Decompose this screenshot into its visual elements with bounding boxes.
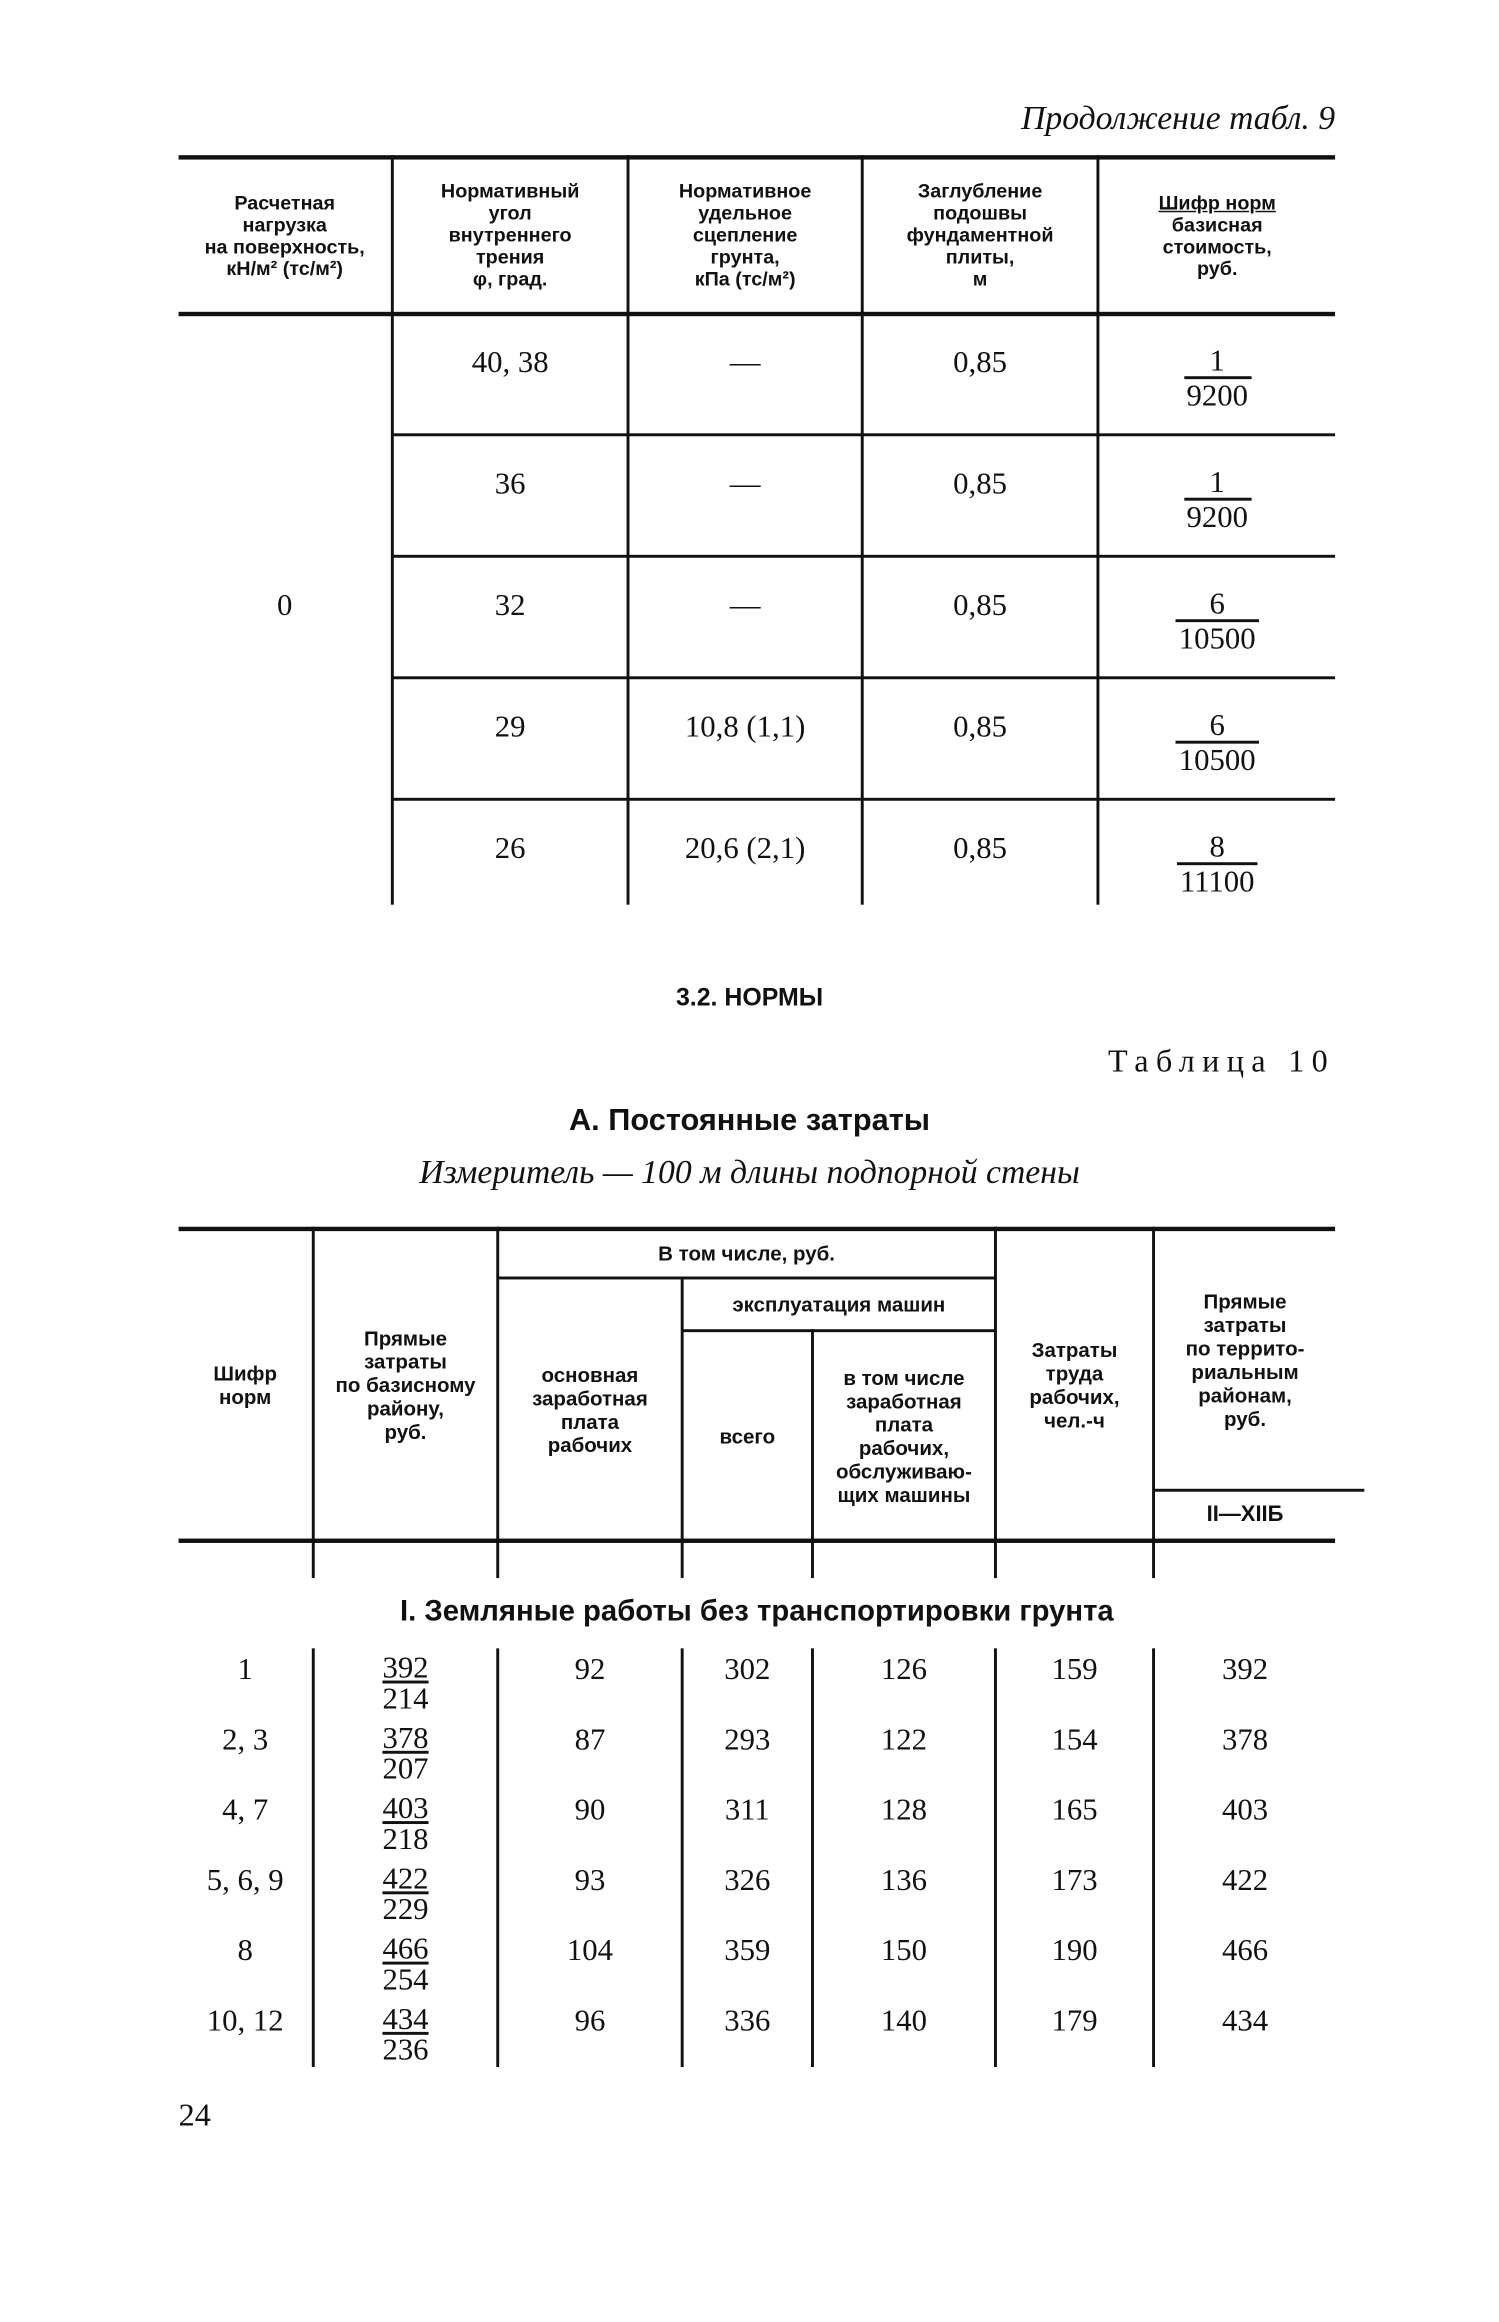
machines-total: 302 xyxy=(724,1650,771,1686)
labor-costs: 159 xyxy=(1051,1650,1098,1686)
header-depth: Заглубление подошвы фундаментной плиты, м xyxy=(906,180,1054,290)
header-norm-code-sub: базисная стоимость, руб. xyxy=(1162,212,1272,279)
machines-total: 336 xyxy=(724,2001,771,2038)
direct-costs: 422 xyxy=(382,1860,429,1896)
base-cost: 10500 xyxy=(1176,741,1259,776)
base-cost: 9200 xyxy=(1184,498,1251,533)
regional-direct-costs: 434 xyxy=(1221,2001,1269,2038)
norm-code: 8 xyxy=(1209,828,1225,864)
machine-operator-wages: 126 xyxy=(880,1650,928,1686)
labor-costs: 154 xyxy=(1051,1720,1098,1756)
base-wages: 87 xyxy=(574,1720,606,1756)
header-regional-direct-costs: Прямые затраты по террито- риальным районам, руб. xyxy=(1185,1288,1305,1430)
regional-direct-costs: 378 xyxy=(1221,1720,1269,1756)
friction-angle: 36 xyxy=(494,464,526,500)
direct-costs-fraction xyxy=(315,2000,497,2070)
machines-total: 359 xyxy=(724,1931,771,1967)
direct-costs-fraction xyxy=(315,1859,497,1929)
labor-costs: 165 xyxy=(1051,1791,1098,1827)
header-norm-code xyxy=(1099,158,1335,312)
base-wages: 96 xyxy=(574,2001,606,2038)
machine-operator-wages: 136 xyxy=(880,1861,928,1897)
direct-costs-fraction xyxy=(315,1789,497,1859)
norm-code: 1 xyxy=(237,1650,253,1686)
machines-total: 293 xyxy=(724,1720,771,1756)
direct-costs-wages: 207 xyxy=(382,1750,429,1786)
depth-value: 0,85 xyxy=(953,464,1007,500)
direct-costs: 392 xyxy=(382,1649,429,1685)
friction-angle: 40, 38 xyxy=(471,343,549,379)
direct-costs: 403 xyxy=(382,1790,429,1826)
page-number: 24 xyxy=(178,2096,211,2133)
machine-operator-wages: 122 xyxy=(880,1720,928,1756)
load-value: 0 xyxy=(277,586,293,622)
norm-code-fraction xyxy=(1099,826,1335,902)
section-heading: 3.2. НОРМЫ xyxy=(675,983,824,1012)
header-cohesion: Нормативное удельное сцепление грунта, кПа (тс/м²) xyxy=(678,180,812,290)
machine-operator-wages: 140 xyxy=(880,2001,928,2038)
table-10-label: Таблица 10 xyxy=(1108,1042,1336,1079)
base-cost: 11100 xyxy=(1177,862,1257,897)
base-wages: 104 xyxy=(566,1931,614,1967)
table-10-header-rule xyxy=(179,1539,1335,1543)
machine-operator-wages: 150 xyxy=(880,1931,928,1967)
header-direct-costs: Прямые затраты по базисному району, руб. xyxy=(335,1325,476,1443)
cohesion-value: 10,8 (1,1) xyxy=(684,707,806,743)
friction-angle: 32 xyxy=(494,586,526,622)
header-machine-operation: эксплуатация машин xyxy=(732,1292,946,1317)
base-cost: 10500 xyxy=(1176,619,1259,654)
base-wages: 90 xyxy=(574,1791,606,1827)
norm-code: 1 xyxy=(1209,464,1225,500)
depth-value: 0,85 xyxy=(953,343,1007,379)
friction-angle: 26 xyxy=(494,829,526,865)
header-labor-costs: Затраты труда рабочих, чел.-ч xyxy=(1029,1337,1120,1431)
depth-value: 0,85 xyxy=(953,586,1007,622)
norm-code-fraction xyxy=(1099,583,1335,659)
regional-direct-costs: 403 xyxy=(1221,1791,1269,1827)
direct-costs-wages: 236 xyxy=(382,2031,429,2068)
norm-code: 6 xyxy=(1209,585,1225,621)
cohesion-value: — xyxy=(729,464,761,500)
section-title: I. Земляные работы без транспортировки грунта xyxy=(399,1595,1114,1628)
norm-code-fraction xyxy=(1099,704,1335,780)
header-friction-angle: Нормативный угол внутреннего трения φ, град. xyxy=(440,180,580,290)
base-wages: 93 xyxy=(574,1861,606,1897)
cohesion-value: 20,6 (2,1) xyxy=(684,829,806,865)
table-9-header-rule xyxy=(179,312,1335,316)
labor-costs: 190 xyxy=(1051,1931,1098,1967)
depth-value: 0,85 xyxy=(953,829,1007,865)
direct-costs: 466 xyxy=(382,1930,429,1967)
norm-code-fraction xyxy=(1099,461,1335,537)
direct-costs-fraction xyxy=(315,1719,497,1789)
direct-costs-wages: 214 xyxy=(382,1680,429,1716)
norm-code: 1 xyxy=(1209,342,1225,378)
regional-direct-costs: 392 xyxy=(1221,1650,1269,1686)
cohesion-value: — xyxy=(729,343,761,379)
continuation-label: Продолжение табл. 9 xyxy=(1021,99,1336,137)
header-norm-code: Шифр норм xyxy=(213,1360,278,1408)
direct-costs-wages: 218 xyxy=(382,1821,429,1857)
header-region-code: II—XIIБ xyxy=(1206,1501,1284,1527)
norm-code: 6 xyxy=(1209,707,1225,743)
regional-direct-costs: 466 xyxy=(1221,1931,1269,1967)
machine-operator-wages: 128 xyxy=(880,1791,928,1827)
header-machines-total: всего xyxy=(719,1423,776,1448)
header-norm-code-title: Шифр норм xyxy=(1158,191,1276,213)
table-10-subtitle: Измеритель — 100 м длины подпорной стены xyxy=(419,1153,1080,1191)
labor-costs: 179 xyxy=(1051,2001,1098,2038)
cohesion-value: — xyxy=(729,586,761,622)
header-base-wages: основная заработная плата рабочих xyxy=(532,1362,648,1456)
direct-costs: 434 xyxy=(382,2001,429,2037)
header-load: Расчетная нагрузка на поверхность, кН/м² (тс/м²) xyxy=(204,191,365,279)
header-machine-operator-wages: в том числе заработная плата рабочих, обслуживаю- щих машины xyxy=(836,1365,972,1506)
depth-value: 0,85 xyxy=(953,707,1007,743)
friction-angle: 29 xyxy=(494,707,526,743)
labor-costs: 173 xyxy=(1051,1861,1098,1897)
machines-total: 326 xyxy=(724,1861,771,1897)
norm-code: 4, 7 xyxy=(222,1791,269,1827)
direct-costs-wages: 254 xyxy=(382,1961,429,1997)
base-wages: 92 xyxy=(574,1650,606,1686)
direct-costs-fraction xyxy=(315,1929,497,1999)
machines-total: 311 xyxy=(724,1791,770,1827)
norm-code: 5, 6, 9 xyxy=(206,1861,284,1897)
base-cost: 9200 xyxy=(1184,376,1251,411)
norm-code: 8 xyxy=(237,1931,253,1967)
header-including: В том числе, руб. xyxy=(658,1241,835,1265)
direct-costs: 378 xyxy=(382,1720,429,1756)
direct-costs-fraction xyxy=(315,1648,497,1718)
norm-code: 2, 3 xyxy=(222,1720,269,1756)
norm-code-fraction xyxy=(1099,340,1335,416)
direct-costs-wages: 229 xyxy=(382,1891,429,1927)
table-10-title: А. Постоянные затраты xyxy=(568,1103,931,1138)
regional-direct-costs: 422 xyxy=(1221,1861,1269,1897)
norm-code: 10, 12 xyxy=(206,2001,284,2038)
